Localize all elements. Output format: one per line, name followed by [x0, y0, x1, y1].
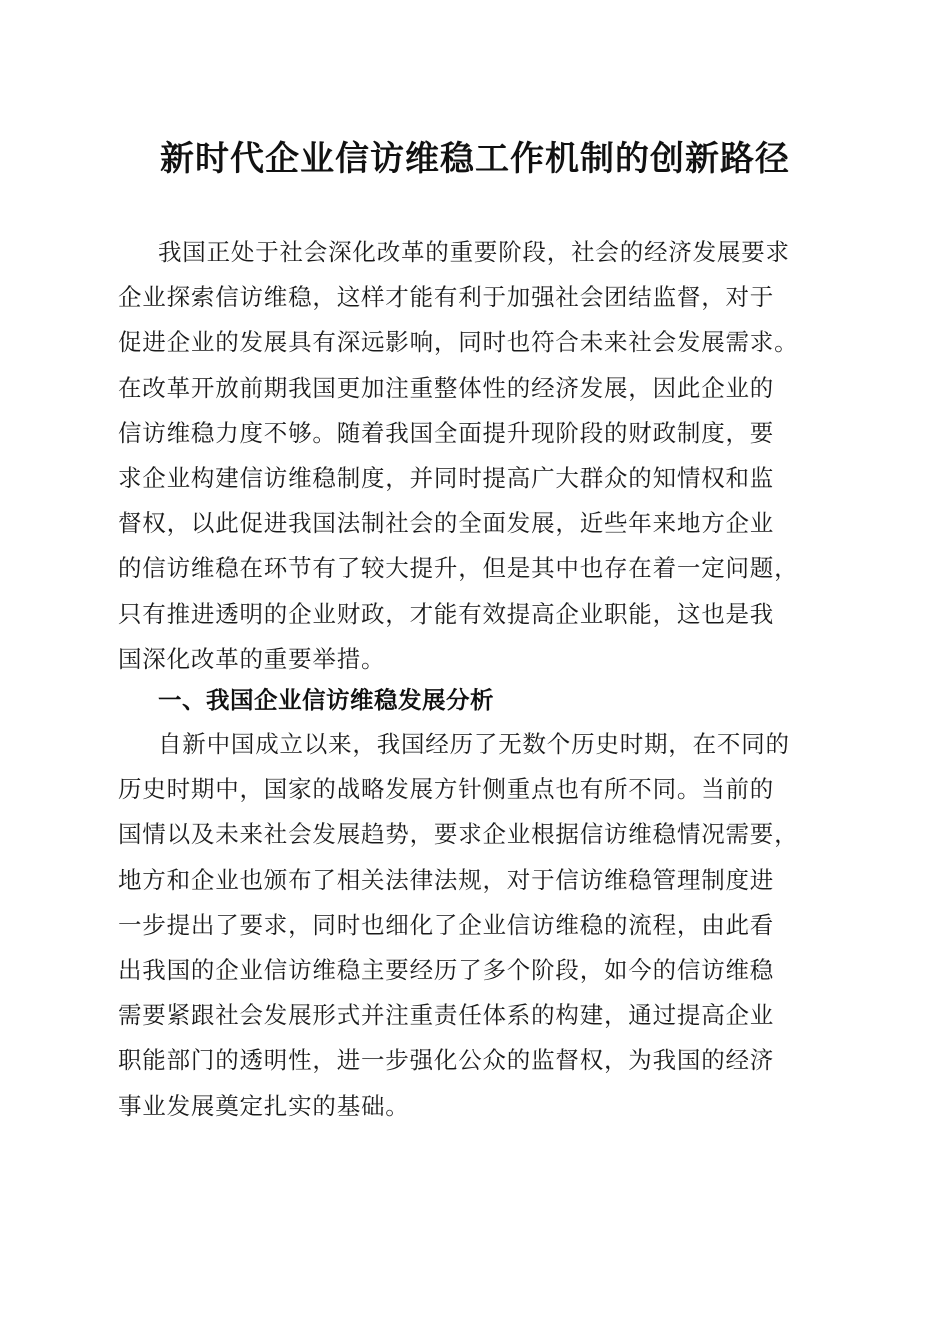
paragraph-line: 地方和企业也颁布了相关法律法规，对于信访维稳管理制度进: [118, 865, 775, 894]
paragraph-line: 一步提出了要求，同时也细化了企业信访维稳的流程，由此看: [118, 910, 775, 939]
paragraph-line: 历史时期中，国家的战略发展方针侧重点也有所不同。当前的: [118, 775, 775, 804]
intro-paragraph: [118, 230, 798, 682]
section1-paragraph: [118, 722, 798, 1129]
paragraph-line: 自新中国成立以来，我国经历了无数个历史时期，在不同的: [158, 730, 790, 758]
paragraph-line: 只有推进透明的企业财政，才能有效提高企业职能，这也是我: [118, 599, 775, 628]
paragraph-line: 企业探索信访维稳，这样才能有利于加强社会团结监督，对于: [118, 283, 775, 312]
paragraph-line: 的信访维稳在环节有了较大提升，但是其中也存在着一定问题，: [118, 554, 799, 583]
paragraph-line: 职能部门的透明性，进一步强化公众的监督权，为我国的经济: [118, 1046, 775, 1075]
paragraph-line: 国深化改革的重要举措。: [118, 644, 386, 673]
paragraph-line: 出我国的企业信访维稳主要经历了多个阶段，如今的信访维稳: [118, 955, 775, 984]
paragraph-line: 我国正处于社会深化改革的重要阶段，社会的经济发展要求: [158, 238, 790, 266]
paragraph-line: 促进企业的发展具有深远影响，同时也符合未来社会发展需求。: [118, 328, 799, 357]
paragraph-line: 在改革开放前期我国更加注重整体性的经济发展，因此企业的: [118, 373, 775, 402]
paragraph-line: 求企业构建信访维稳制度，并同时提高广大群众的知情权和监: [118, 463, 775, 492]
paragraph-line: 国情以及未来社会发展趋势，要求企业根据信访维稳情况需要，: [118, 820, 799, 849]
paragraph-line: 信访维稳力度不够。随着我国全面提升现阶段的财政制度，要: [118, 418, 775, 447]
section-heading: 一、我国企业信访维稳发展分析: [158, 686, 494, 714]
paragraph-line: 需要紧跟社会发展形式并注重责任体系的构建，通过提高企业: [118, 1001, 775, 1030]
paragraph-line: 督权，以此促进我国法制社会的全面发展，近些年来地方企业: [118, 509, 775, 538]
paragraph-line: 事业发展奠定扎实的基础。: [118, 1091, 410, 1120]
document-title: 新时代企业信访维稳工作机制的创新路径: [160, 139, 790, 179]
